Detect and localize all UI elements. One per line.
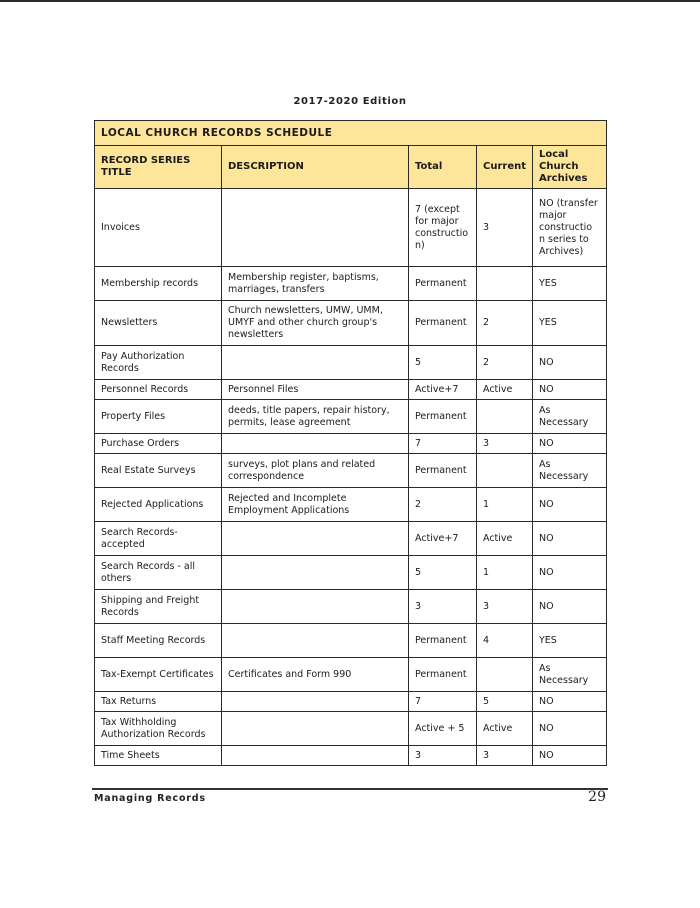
cell-title: Tax-Exempt Certificates: [95, 658, 222, 692]
column-header-archives: Local Church Archives: [533, 146, 607, 189]
cell-description: Personnel Files: [222, 380, 409, 400]
cell-total: Active+7: [409, 522, 477, 556]
records-schedule-table: [94, 120, 607, 766]
column-header-current: Current: [477, 146, 533, 189]
cell-total: 5: [409, 556, 477, 590]
cell-title: Pay Authorization Records: [95, 346, 222, 380]
table-row: [95, 556, 607, 590]
cell-total: 3: [409, 590, 477, 624]
cell-archives: NO: [533, 590, 607, 624]
table-row: [95, 624, 607, 658]
cell-current: [477, 658, 533, 692]
cell-description: [222, 434, 409, 454]
cell-total: Permanent: [409, 301, 477, 346]
cell-description: [222, 189, 409, 267]
cell-archives: NO: [533, 380, 607, 400]
cell-archives: NO: [533, 746, 607, 766]
table-row: [95, 522, 607, 556]
cell-total: 7 (except for major constructio n): [409, 189, 477, 267]
table-row: [95, 692, 607, 712]
cell-total: Permanent: [409, 624, 477, 658]
cell-title: Shipping and Freight Records: [95, 590, 222, 624]
cell-current: 3: [477, 434, 533, 454]
column-header-total: Total: [409, 146, 477, 189]
cell-title: Property Files: [95, 400, 222, 434]
cell-description: deeds, title papers, repair history, permits, lease agreement: [222, 400, 409, 434]
cell-description: Church newsletters, UMW, UMM, UMYF and other church group's newsletters: [222, 301, 409, 346]
table-row: [95, 380, 607, 400]
table-row: [95, 346, 607, 380]
cell-archives: NO: [533, 488, 607, 522]
cell-current: 1: [477, 488, 533, 522]
table-row: [95, 400, 607, 434]
cell-title: Time Sheets: [95, 746, 222, 766]
cell-archives: As Necessary: [533, 400, 607, 434]
cell-title: Staff Meeting Records: [95, 624, 222, 658]
cell-total: Active + 5: [409, 712, 477, 746]
cell-total: Permanent: [409, 454, 477, 488]
cell-total: Active+7: [409, 380, 477, 400]
cell-description: [222, 624, 409, 658]
footer-section-title: Managing Records: [94, 793, 206, 804]
cell-current: Active: [477, 380, 533, 400]
cell-current: 1: [477, 556, 533, 590]
cell-current: 2: [477, 346, 533, 380]
cell-total: 5: [409, 346, 477, 380]
cell-archives: NO: [533, 692, 607, 712]
cell-archives: NO: [533, 556, 607, 590]
cell-title: Personnel Records: [95, 380, 222, 400]
cell-title: Purchase Orders: [95, 434, 222, 454]
edition-header: 2017-2020 Edition: [293, 96, 407, 107]
cell-description: [222, 746, 409, 766]
cell-current: 4: [477, 624, 533, 658]
cell-current: Active: [477, 522, 533, 556]
scan-edge-line: [0, 0, 700, 2]
cell-total: Permanent: [409, 658, 477, 692]
column-header-description: DESCRIPTION: [222, 146, 409, 189]
table-row: [95, 434, 607, 454]
cell-description: [222, 590, 409, 624]
cell-title: Real Estate Surveys: [95, 454, 222, 488]
cell-title: Search Records - all others: [95, 556, 222, 590]
cell-description: Membership register, baptisms, marriages, transfers: [222, 267, 409, 301]
cell-current: Active: [477, 712, 533, 746]
cell-total: 7: [409, 692, 477, 712]
column-header-record-series-title: RECORD SERIES TITLE: [95, 146, 222, 189]
cell-current: [477, 400, 533, 434]
cell-current: 2: [477, 301, 533, 346]
cell-description: [222, 346, 409, 380]
cell-title: Tax Returns: [95, 692, 222, 712]
table-row: [95, 301, 607, 346]
cell-archives: YES: [533, 624, 607, 658]
table-row: [95, 658, 607, 692]
cell-title: Tax Withholding Authorization Records: [95, 712, 222, 746]
cell-title: Search Records- accepted: [95, 522, 222, 556]
cell-archives: NO: [533, 434, 607, 454]
cell-title: Rejected Applications: [95, 488, 222, 522]
cell-current: [477, 267, 533, 301]
cell-archives: YES: [533, 301, 607, 346]
cell-archives: NO: [533, 712, 607, 746]
footer-divider: [92, 788, 608, 790]
cell-archives: NO (transfer major constructio n series to Archives): [533, 189, 607, 267]
cell-archives: NO: [533, 522, 607, 556]
cell-archives: NO: [533, 346, 607, 380]
cell-current: [477, 454, 533, 488]
table-row: [95, 712, 607, 746]
cell-description: surveys, plot plans and related correspondence: [222, 454, 409, 488]
cell-archives: As Necessary: [533, 454, 607, 488]
cell-description: [222, 522, 409, 556]
table-row: [95, 189, 607, 267]
cell-total: 7: [409, 434, 477, 454]
table-row: [95, 746, 607, 766]
cell-description: [222, 556, 409, 590]
cell-title: Invoices: [95, 189, 222, 267]
table-row: [95, 590, 607, 624]
cell-title: Newsletters: [95, 301, 222, 346]
cell-description: Certificates and Form 990: [222, 658, 409, 692]
table-row: [95, 454, 607, 488]
cell-current: 3: [477, 590, 533, 624]
cell-current: 5: [477, 692, 533, 712]
cell-description: Rejected and Incomplete Employment Applications: [222, 488, 409, 522]
cell-archives: As Necessary: [533, 658, 607, 692]
cell-total: 3: [409, 746, 477, 766]
cell-total: Permanent: [409, 400, 477, 434]
table-title: LOCAL CHURCH RECORDS SCHEDULE: [95, 121, 607, 146]
table-row: [95, 488, 607, 522]
cell-current: 3: [477, 746, 533, 766]
cell-description: [222, 692, 409, 712]
cell-description: [222, 712, 409, 746]
page-number: 29: [588, 789, 606, 805]
cell-total: Permanent: [409, 267, 477, 301]
cell-total: 2: [409, 488, 477, 522]
cell-current: 3: [477, 189, 533, 267]
table-row: [95, 267, 607, 301]
cell-title: Membership records: [95, 267, 222, 301]
cell-archives: YES: [533, 267, 607, 301]
